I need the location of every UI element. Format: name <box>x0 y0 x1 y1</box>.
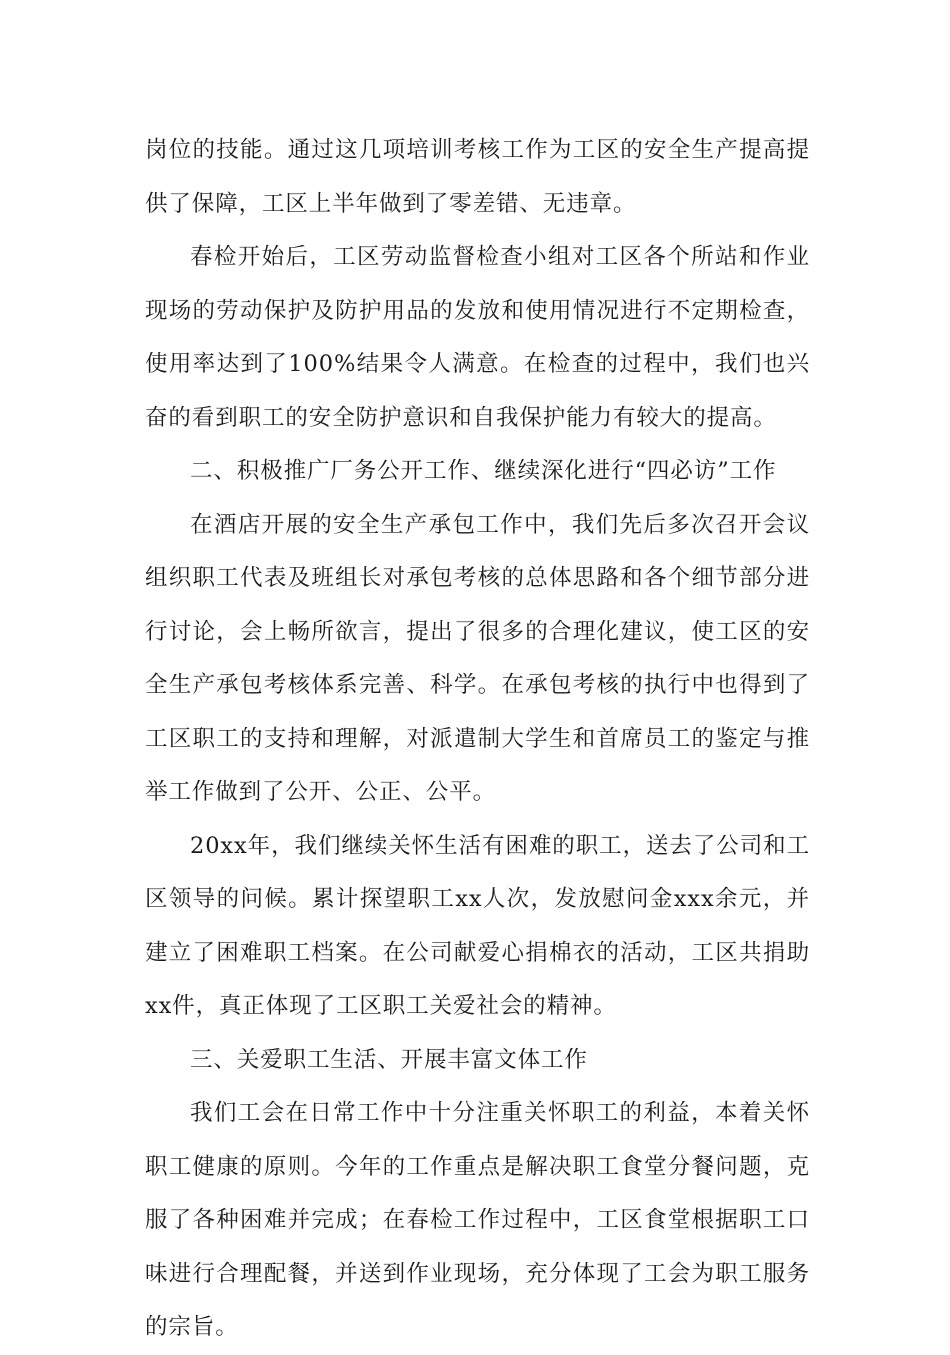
paragraph-spring-inspection: 春检开始后，工区劳动监督检查小组对工区各个所站和作业现场的劳动保护及防护用品的发放和使用情况进行不定期检查，使用率达到了100%结果令人满意。在检查的过程中，我们也兴奋的看到职工的安全防护意识和自我保护能力有较大的提高。 <box>145 244 810 431</box>
section-heading-three: 三、关爱职工生活、开展丰富文体工作 <box>190 1046 588 1073</box>
paragraph-training-result: 岗位的技能。通过这几项培训考核工作为工区的安全生产提高提供了保障，工区上半年做到了零差错、无违章。 <box>145 137 810 217</box>
paragraph-canteen: 我们工会在日常工作中十分注重关怀职工的利益，本着关怀职工健康的原则。今年的工作重点是解决职工食堂分餐问题，克服了各种困难并完成；在春检工作过程中，工区食堂根据职工口味进行合理配餐，并送到作业现场，充分体现了工会为职工服务的宗旨。 <box>145 1100 810 1340</box>
section-heading-two: 二、积极推广厂务公开工作、继续深化进行“四必访”工作 <box>190 458 777 484</box>
paragraph-contract-work: 在酒店开展的安全生产承包工作中，我们先后多次召开会议组织职工代表及班组长对承包考核的总体思路和各个细节部分进行讨论，会上畅所欲言，提出了很多的合理化建议，使工区的安全生产承包考核体系完善、科学。在承包考核的执行中也得到了工区职工的支持和理解，对派遣制大学生和首席员工的鉴定与推举工作做到了公开、公正、公平。 <box>145 511 810 805</box>
paragraph-care-visits: 20xx年，我们继续关怀生活有困难的职工，送去了公司和工区领导的问候。累计探望职工xx人次，发放慰问金xxx余元，并建立了困难职工档案。在公司献爱心捐棉衣的活动，工区共捐助xx件，真正体现了工区职工关爱社会的精神。 <box>145 832 810 1019</box>
document-body <box>145 124 810 1355</box>
